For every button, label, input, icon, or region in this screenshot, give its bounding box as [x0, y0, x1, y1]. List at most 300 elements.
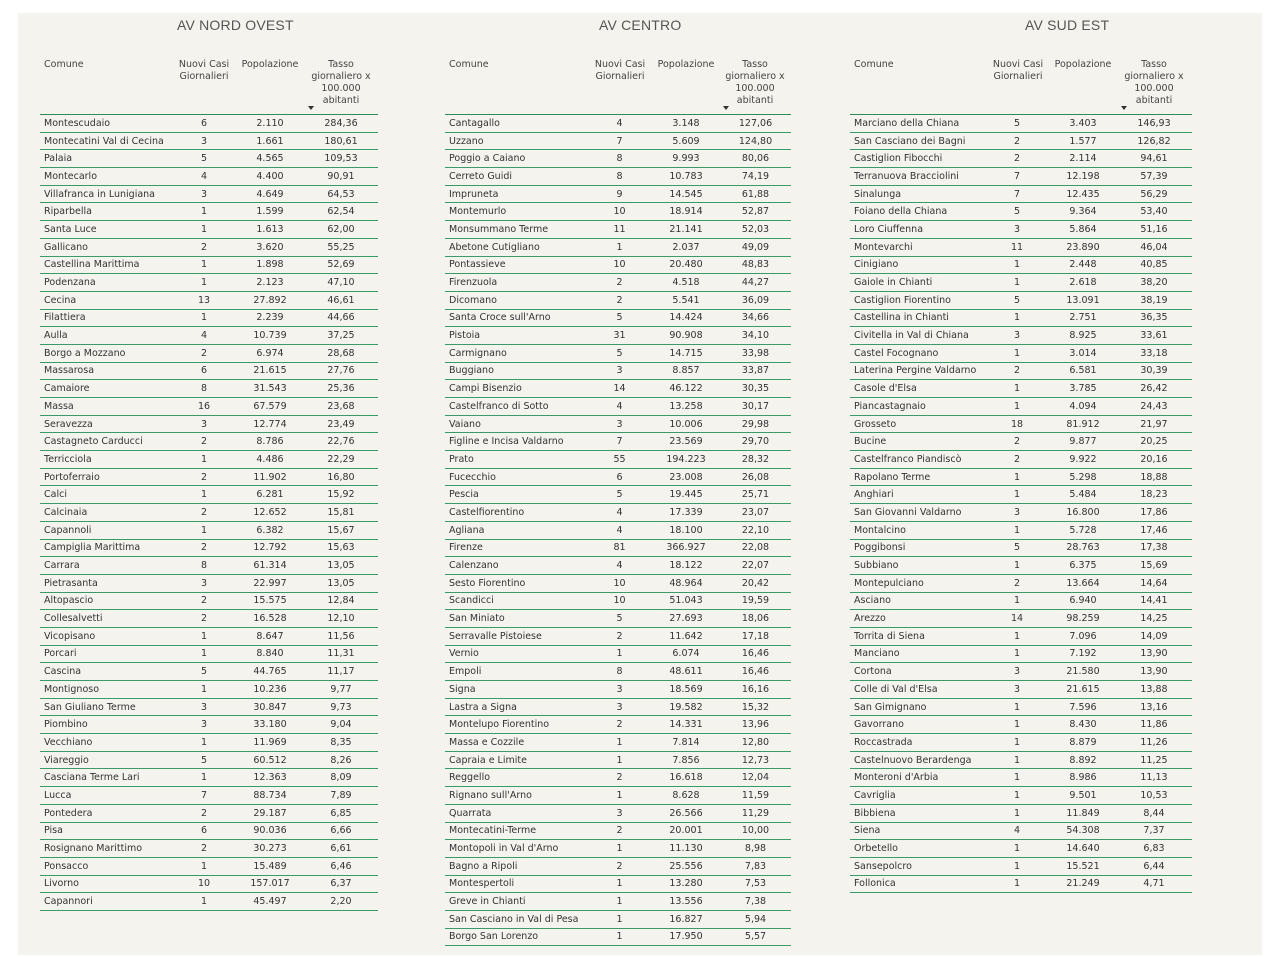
cell-tasso: 6,66 [304, 822, 378, 840]
cell-popolazione: 2.037 [652, 238, 720, 256]
cell-tasso: 28,32 [720, 451, 791, 469]
cell-comune: Filattiera [40, 309, 172, 327]
table-row [445, 185, 791, 203]
cell-nuovi-casi: 2 [172, 610, 236, 628]
cell-tasso: 11,31 [304, 645, 378, 663]
cell-comune: Ponsacco [40, 857, 172, 875]
cell-tasso: 13,90 [1116, 645, 1192, 663]
cell-tasso: 8,26 [304, 751, 378, 769]
cell-comune: Castelfiorentino [445, 504, 587, 522]
cell-nuovi-casi: 1 [587, 893, 652, 911]
cell-tasso: 13,05 [304, 557, 378, 575]
cell-popolazione: 23.890 [1050, 238, 1116, 256]
table-row [850, 857, 1192, 875]
cell-popolazione: 20.480 [652, 256, 720, 274]
cell-nuovi-casi: 1 [587, 928, 652, 946]
cell-nuovi-casi: 4 [172, 168, 236, 186]
table-row [445, 574, 791, 592]
table-row [850, 168, 1192, 186]
cell-comune: Follonica [850, 875, 984, 893]
table-row [850, 398, 1192, 416]
cell-popolazione: 21.580 [1050, 663, 1116, 681]
cell-comune: San Miniato [445, 610, 587, 628]
cell-tasso: 38,19 [1116, 291, 1192, 309]
cell-tasso: 33,98 [720, 344, 791, 362]
cell-popolazione: 2.123 [236, 274, 304, 292]
cell-popolazione: 90.036 [236, 822, 304, 840]
cell-nuovi-casi: 5 [984, 291, 1050, 309]
table-row [40, 787, 378, 805]
cell-tasso: 11,56 [304, 627, 378, 645]
cell-nuovi-casi: 5 [984, 539, 1050, 557]
cell-tasso: 51,16 [1116, 221, 1192, 239]
cell-nuovi-casi: 3 [172, 132, 236, 150]
cell-nuovi-casi: 13 [172, 291, 236, 309]
cell-tasso: 10,53 [1116, 787, 1192, 805]
table-row [445, 380, 791, 398]
header-tasso: Tasso giornaliero x 100.000 abitanti [725, 59, 785, 106]
cell-popolazione: 20.001 [652, 822, 720, 840]
cell-tasso: 8,98 [720, 840, 791, 858]
cell-tasso: 9,77 [304, 681, 378, 699]
cell-nuovi-casi: 1 [172, 769, 236, 787]
cell-popolazione: 8.857 [652, 362, 720, 380]
table-row [40, 663, 378, 681]
cell-popolazione: 8.879 [1050, 734, 1116, 752]
table-row [40, 751, 378, 769]
cell-nuovi-casi: 1 [587, 734, 652, 752]
cell-nuovi-casi: 1 [172, 256, 236, 274]
cell-comune: Gaiole in Chianti [850, 274, 984, 292]
cell-tasso: 94,61 [1116, 150, 1192, 168]
cell-popolazione: 12.198 [1050, 168, 1116, 186]
cell-nuovi-casi: 8 [587, 663, 652, 681]
cell-popolazione: 4.518 [652, 274, 720, 292]
cell-tasso: 6,37 [304, 875, 378, 893]
cell-popolazione: 18.122 [652, 557, 720, 575]
cell-popolazione: 11.130 [652, 840, 720, 858]
cell-tasso: 18,23 [1116, 486, 1192, 504]
table-row [850, 663, 1192, 681]
table-row [40, 309, 378, 327]
cell-popolazione: 6.974 [236, 344, 304, 362]
cell-nuovi-casi: 3 [587, 362, 652, 380]
cell-popolazione: 14.331 [652, 716, 720, 734]
cell-tasso: 13,05 [304, 574, 378, 592]
cell-popolazione: 1.613 [236, 221, 304, 239]
table-row [40, 804, 378, 822]
cell-popolazione: 8.925 [1050, 327, 1116, 345]
cell-comune: Viareggio [40, 751, 172, 769]
cell-comune: Castiglion Fiorentino [850, 291, 984, 309]
cell-popolazione: 33.180 [236, 716, 304, 734]
cell-popolazione: 25.556 [652, 857, 720, 875]
cell-tasso: 16,16 [720, 681, 791, 699]
cell-nuovi-casi: 5 [172, 150, 236, 168]
cell-nuovi-casi: 3 [587, 698, 652, 716]
table-row [445, 433, 791, 451]
table-row [850, 150, 1192, 168]
cell-tasso: 36,35 [1116, 309, 1192, 327]
header-comune: Comune [854, 59, 894, 70]
cell-popolazione: 81.912 [1050, 415, 1116, 433]
table-row [445, 840, 791, 858]
cell-comune: Uzzano [445, 132, 587, 150]
cell-comune: Lucca [40, 787, 172, 805]
cell-popolazione: 88.734 [236, 787, 304, 805]
table-row [850, 468, 1192, 486]
cell-tasso: 62,00 [304, 221, 378, 239]
cell-tasso: 30,17 [720, 398, 791, 416]
cell-comune: Campiglia Marittima [40, 539, 172, 557]
table-row [850, 132, 1192, 150]
cell-nuovi-casi: 5 [984, 115, 1050, 132]
cell-comune: Montecatini Val di Cecina [40, 132, 172, 150]
cell-comune: Grosseto [850, 415, 984, 433]
cell-tasso: 7,83 [720, 857, 791, 875]
cell-nuovi-casi: 7 [587, 132, 652, 150]
cell-tasso: 6,46 [304, 857, 378, 875]
cell-nuovi-casi: 1 [172, 521, 236, 539]
table-row [40, 362, 378, 380]
cell-popolazione: 5.298 [1050, 468, 1116, 486]
cell-comune: Castellina Marittima [40, 256, 172, 274]
cell-tasso: 180,61 [304, 132, 378, 150]
table-row [445, 521, 791, 539]
table-row [850, 504, 1192, 522]
table-row [850, 238, 1192, 256]
cell-nuovi-casi: 3 [587, 415, 652, 433]
cell-popolazione: 10.236 [236, 681, 304, 699]
cell-comune: Carmignano [445, 344, 587, 362]
cell-nuovi-casi: 1 [984, 592, 1050, 610]
cell-comune: Castiglion Fibocchi [850, 150, 984, 168]
cell-nuovi-casi: 7 [984, 185, 1050, 203]
cell-nuovi-casi: 2 [984, 132, 1050, 150]
cell-popolazione: 29.187 [236, 804, 304, 822]
cell-popolazione: 8.628 [652, 787, 720, 805]
table-row [850, 256, 1192, 274]
cell-nuovi-casi: 1 [984, 468, 1050, 486]
cell-comune: Terranuova Bracciolini [850, 168, 984, 186]
cell-comune: Cascina [40, 663, 172, 681]
table-row [40, 327, 378, 345]
cell-popolazione: 4.565 [236, 150, 304, 168]
cell-tasso: 127,06 [720, 115, 791, 132]
cell-nuovi-casi: 3 [172, 716, 236, 734]
cell-comune: Bucine [850, 433, 984, 451]
table-row [445, 751, 791, 769]
table-row [445, 769, 791, 787]
cell-nuovi-casi: 6 [587, 468, 652, 486]
cell-comune: Montespertoli [445, 875, 587, 893]
cell-comune: Montepulciano [850, 574, 984, 592]
sort-desc-icon[interactable] [1121, 106, 1127, 110]
cell-tasso: 126,82 [1116, 132, 1192, 150]
cell-comune: Carrara [40, 557, 172, 575]
cell-nuovi-casi: 1 [172, 627, 236, 645]
cell-tasso: 27,76 [304, 362, 378, 380]
cell-popolazione: 5.484 [1050, 486, 1116, 504]
cell-nuovi-casi: 1 [587, 751, 652, 769]
cell-popolazione: 9.877 [1050, 433, 1116, 451]
cell-tasso: 48,83 [720, 256, 791, 274]
cell-popolazione: 21.615 [1050, 681, 1116, 699]
cell-comune: Buggiano [445, 362, 587, 380]
cell-nuovi-casi: 1 [984, 256, 1050, 274]
cell-nuovi-casi: 1 [172, 645, 236, 663]
cell-nuovi-casi: 3 [172, 698, 236, 716]
table-row [445, 415, 791, 433]
cell-comune: Asciano [850, 592, 984, 610]
cell-nuovi-casi: 2 [587, 291, 652, 309]
cell-tasso: 4,71 [1116, 875, 1192, 893]
cell-nuovi-casi: 10 [587, 203, 652, 221]
cell-popolazione: 2.618 [1050, 274, 1116, 292]
cell-comune: Camaiore [40, 380, 172, 398]
cell-tasso: 13,96 [720, 716, 791, 734]
cell-tasso: 12,10 [304, 610, 378, 628]
cell-tasso: 11,25 [1116, 751, 1192, 769]
table-row [445, 610, 791, 628]
cell-comune: Borgo a Mozzano [40, 344, 172, 362]
cell-nuovi-casi: 3 [172, 574, 236, 592]
cell-comune: Massarosa [40, 362, 172, 380]
cell-tasso: 34,10 [720, 327, 791, 345]
table-row [850, 804, 1192, 822]
cell-tasso: 15,67 [304, 521, 378, 539]
cell-tasso: 7,53 [720, 875, 791, 893]
cell-popolazione: 16.827 [652, 910, 720, 928]
cell-tasso: 13,88 [1116, 681, 1192, 699]
cell-nuovi-casi: 2 [172, 344, 236, 362]
cell-popolazione: 19.582 [652, 698, 720, 716]
header-popolazione: Popolazione [657, 59, 715, 70]
cell-tasso: 18,88 [1116, 468, 1192, 486]
cell-tasso: 16,46 [720, 645, 791, 663]
table-row [40, 132, 378, 150]
table-row [445, 504, 791, 522]
sort-desc-icon[interactable] [308, 106, 314, 110]
cell-nuovi-casi: 16 [172, 398, 236, 416]
table-row [445, 486, 791, 504]
cell-popolazione: 6.375 [1050, 557, 1116, 575]
table-row [40, 380, 378, 398]
cell-nuovi-casi: 1 [984, 627, 1050, 645]
table-row [40, 822, 378, 840]
cell-nuovi-casi: 2 [587, 857, 652, 875]
cell-comune: Seravezza [40, 415, 172, 433]
cell-comune: Massa [40, 398, 172, 416]
cell-popolazione: 67.579 [236, 398, 304, 416]
cell-popolazione: 2.239 [236, 309, 304, 327]
table-row [850, 521, 1192, 539]
table-row [40, 168, 378, 186]
table-row [445, 327, 791, 345]
cell-popolazione: 5.864 [1050, 221, 1116, 239]
cell-popolazione: 8.786 [236, 433, 304, 451]
cell-tasso: 11,29 [720, 804, 791, 822]
cell-popolazione: 13.664 [1050, 574, 1116, 592]
cell-nuovi-casi: 5 [587, 344, 652, 362]
cell-tasso: 64,53 [304, 185, 378, 203]
cell-comune: Agliana [445, 521, 587, 539]
cell-nuovi-casi: 1 [984, 344, 1050, 362]
cell-nuovi-casi: 4 [587, 115, 652, 132]
cell-tasso: 23,07 [720, 504, 791, 522]
cell-nuovi-casi: 5 [587, 610, 652, 628]
cell-popolazione: 4.649 [236, 185, 304, 203]
cell-popolazione: 14.545 [652, 185, 720, 203]
cell-tasso: 40,85 [1116, 256, 1192, 274]
cell-nuovi-casi: 1 [984, 698, 1050, 716]
cell-popolazione: 10.783 [652, 168, 720, 186]
cell-nuovi-casi: 1 [984, 769, 1050, 787]
cell-nuovi-casi: 8 [587, 150, 652, 168]
table-row [40, 238, 378, 256]
cell-popolazione: 8.430 [1050, 716, 1116, 734]
cell-nuovi-casi: 7 [172, 787, 236, 805]
cell-nuovi-casi: 9 [587, 185, 652, 203]
cell-tasso: 2,20 [304, 893, 378, 911]
table-row [40, 291, 378, 309]
cell-comune: Siena [850, 822, 984, 840]
cell-popolazione: 27.693 [652, 610, 720, 628]
table-row [850, 592, 1192, 610]
cell-comune: Montelupo Fiorentino [445, 716, 587, 734]
header-popolazione: Popolazione [241, 59, 299, 70]
cell-comune: Colle di Val d'Elsa [850, 681, 984, 699]
cell-comune: Laterina Pergine Valdarno [850, 362, 984, 380]
cell-popolazione: 1.599 [236, 203, 304, 221]
table-row [40, 875, 378, 893]
table-row [40, 115, 378, 132]
cell-comune: Casole d'Elsa [850, 380, 984, 398]
cell-popolazione: 7.096 [1050, 627, 1116, 645]
cell-comune: Dicomano [445, 291, 587, 309]
cell-tasso: 57,39 [1116, 168, 1192, 186]
cell-tasso: 23,49 [304, 415, 378, 433]
cell-nuovi-casi: 1 [984, 734, 1050, 752]
cell-nuovi-casi: 2 [172, 504, 236, 522]
cell-nuovi-casi: 2 [587, 716, 652, 734]
cell-tasso: 44,27 [720, 274, 791, 292]
table-row [40, 539, 378, 557]
cell-tasso: 22,76 [304, 433, 378, 451]
cell-comune: Anghiari [850, 486, 984, 504]
cell-tasso: 6,44 [1116, 857, 1192, 875]
cell-tasso: 13,90 [1116, 663, 1192, 681]
cell-tasso: 33,87 [720, 362, 791, 380]
cell-popolazione: 2.448 [1050, 256, 1116, 274]
cell-tasso: 9,73 [304, 698, 378, 716]
cell-nuovi-casi: 1 [172, 681, 236, 699]
cell-comune: Roccastrada [850, 734, 984, 752]
table-row [40, 769, 378, 787]
cell-comune: Campi Bisenzio [445, 380, 587, 398]
cell-comune: Scandicci [445, 592, 587, 610]
cell-popolazione: 27.892 [236, 291, 304, 309]
cell-tasso: 80,06 [720, 150, 791, 168]
table-row [850, 344, 1192, 362]
table-row [40, 840, 378, 858]
cell-popolazione: 9.501 [1050, 787, 1116, 805]
table-row [445, 627, 791, 645]
cell-comune: Monsummano Terme [445, 221, 587, 239]
cell-tasso: 10,00 [720, 822, 791, 840]
table-row [850, 698, 1192, 716]
cell-tasso: 56,29 [1116, 185, 1192, 203]
table-row [40, 698, 378, 716]
cell-comune: Marciano della Chiana [850, 115, 984, 132]
cell-nuovi-casi: 2 [172, 840, 236, 858]
cell-nuovi-casi: 10 [587, 256, 652, 274]
cell-comune: Castelnuovo Berardenga [850, 751, 984, 769]
cell-tasso: 22,29 [304, 451, 378, 469]
cell-nuovi-casi: 2 [587, 769, 652, 787]
cell-nuovi-casi: 1 [587, 787, 652, 805]
cell-nuovi-casi: 4 [587, 504, 652, 522]
cell-comune: Cinigiano [850, 256, 984, 274]
table-row [40, 504, 378, 522]
cell-nuovi-casi: 2 [172, 238, 236, 256]
cell-comune: Pontedera [40, 804, 172, 822]
cell-comune: Fucecchio [445, 468, 587, 486]
cell-popolazione: 16.528 [236, 610, 304, 628]
cell-popolazione: 30.847 [236, 698, 304, 716]
cell-nuovi-casi: 5 [172, 663, 236, 681]
cell-comune: Portoferraio [40, 468, 172, 486]
cell-nuovi-casi: 2 [172, 433, 236, 451]
header-comune: Comune [44, 59, 84, 70]
cell-tasso: 17,18 [720, 627, 791, 645]
table-row [445, 309, 791, 327]
cell-popolazione: 44.765 [236, 663, 304, 681]
cell-nuovi-casi: 1 [984, 645, 1050, 663]
cell-nuovi-casi: 11 [984, 238, 1050, 256]
cell-nuovi-casi: 1 [172, 451, 236, 469]
panel-title: AV SUD EST [1025, 17, 1110, 33]
cell-comune: Montopoli in Val d'Arno [445, 840, 587, 858]
cell-comune: Pescia [445, 486, 587, 504]
table-row [850, 309, 1192, 327]
cell-nuovi-casi: 3 [984, 663, 1050, 681]
table-row [850, 716, 1192, 734]
cell-comune: Signa [445, 681, 587, 699]
cell-tasso: 15,92 [304, 486, 378, 504]
cell-popolazione: 15.521 [1050, 857, 1116, 875]
cell-tasso: 14,25 [1116, 610, 1192, 628]
cell-comune: Cortona [850, 663, 984, 681]
cell-nuovi-casi: 3 [172, 415, 236, 433]
cell-comune: Capannoli [40, 521, 172, 539]
cell-popolazione: 98.259 [1050, 610, 1116, 628]
cell-comune: Pietrasanta [40, 574, 172, 592]
cell-comune: Palaia [40, 150, 172, 168]
cell-comune: Vaiano [445, 415, 587, 433]
sort-desc-icon[interactable] [723, 106, 729, 110]
cell-popolazione: 7.192 [1050, 645, 1116, 663]
cell-nuovi-casi: 1 [984, 486, 1050, 504]
cell-comune: Firenzuola [445, 274, 587, 292]
cell-nuovi-casi: 1 [984, 521, 1050, 539]
table-row [40, 592, 378, 610]
cell-comune: Sansepolcro [850, 857, 984, 875]
cell-nuovi-casi: 14 [587, 380, 652, 398]
cell-tasso: 11,86 [1116, 716, 1192, 734]
cell-popolazione: 11.902 [236, 468, 304, 486]
cell-tasso: 284,36 [304, 115, 378, 132]
